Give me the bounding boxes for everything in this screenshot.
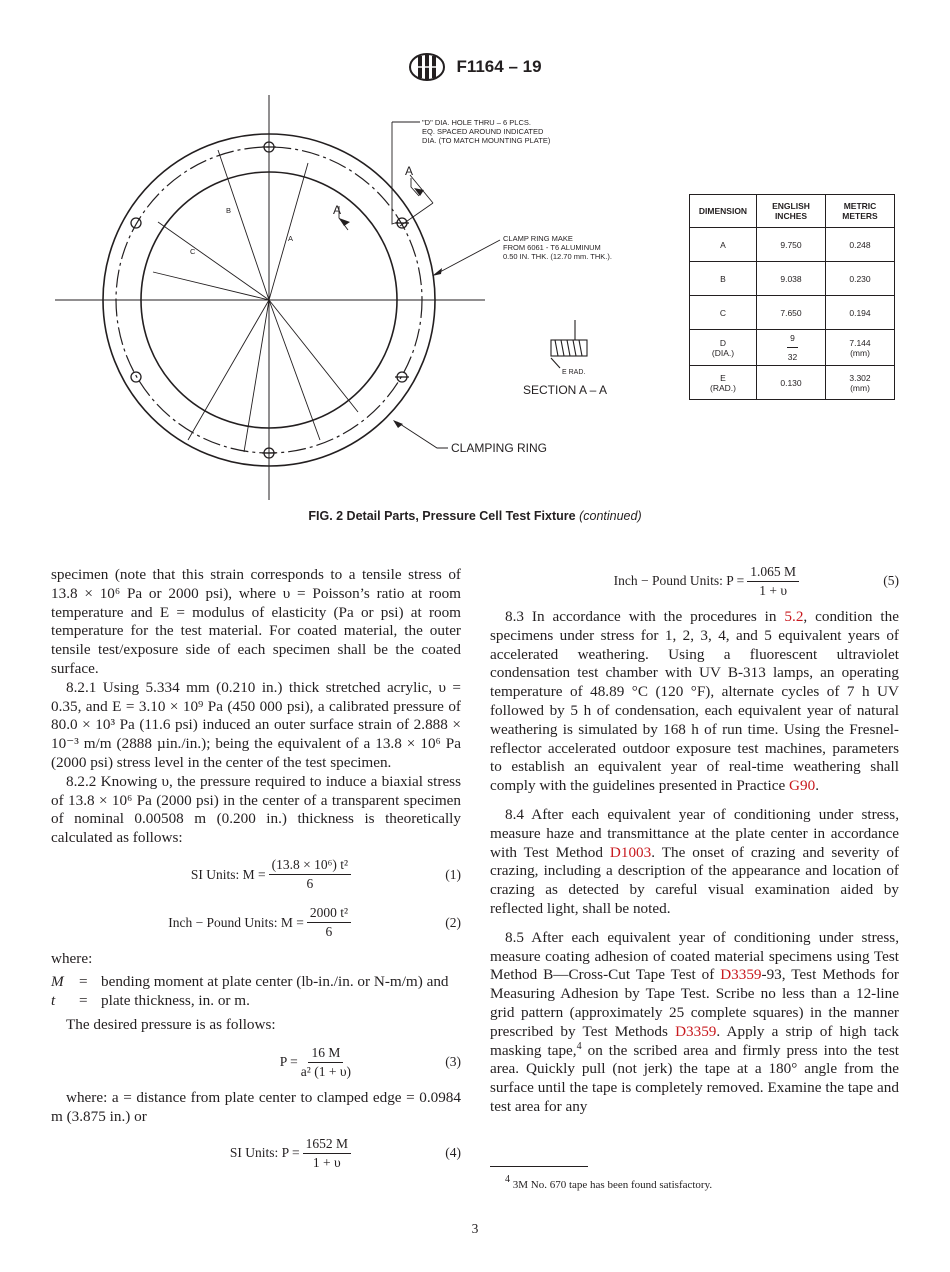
page-header [0,52,950,82]
equation-5: Inch − Pound Units: P = $\frac{1.065 M}{1 + \upsilon}$ (5) [490,560,899,602]
table-header: METRIC METERS [826,195,895,228]
clamp-note-line-3: 0.50 IN. THK. (12.70 mm. THK.). [503,252,612,261]
table-header: DIMENSION [690,195,757,228]
leader-lines [339,122,500,448]
equation-number: (3) [445,1053,461,1069]
clamp-note-line-1: CLAMP RING MAKE [503,234,573,243]
where-label: where: [51,949,93,967]
right-column [490,563,900,1117]
table-row: D (DIA.) $\frac{9}{32}$ 7.144 (mm) [690,330,895,366]
label-a: A [288,234,294,243]
section-marker-a-right: A [405,164,414,178]
caption-title: FIG. 2 Detail Parts, Pressure Cell Test Fixture [308,509,576,523]
hole-note-line-2: EQ. SPACED AROUND INDICATED [422,127,544,136]
hole-note-line-3: DIA. (TO MATCH MOUNTING PLATE) [422,136,551,145]
definition-item: t = plate thickness, in. or m. [51,991,250,1009]
table-row: B 9.038 0.230 [690,262,895,296]
leader-arrow-ring [393,420,403,428]
paragraph-8-2-1: 8.2.1 Using 5.334 mm (0.210 in.) thick stretched acrylic, υ = 0.35, and E = 3.10 × 10⁹ Pa (450 000 psi), a calibrated pressure of 80.0 × 10³ Pa (11.6 psi) induced an outer surface strain of 2.888 × 10⁻³ m/m (2888 µin./in.); being the equivalent of a 13.8 × 10⁶ Pa (2000 psi) stress level in the center of the test specimen. [51,678,461,771]
equation-number: (2) [445,914,461,930]
table-row: A 9.750 0.248 [690,228,895,262]
paragraph: where: a = distance from plate center to clamped edge = 0.0984 m (3.875 in.) or [51,1089,461,1125]
paragraph-8-4: 8.4 After each equivalent year of conditioning under stress, measure haze and transmittance at the plate center in accordance with Test Method D1003. The onset of crazing and severity of crazing, including a description of the appearance and location of crazing as detected by careful visual examination aided by reflected light, shall be noted. [490,805,900,917]
paragraph-8-2-2: 8.2.2 Knowing υ, the pressure required to induce a biaxial stress of 13.8 × 10⁶ Pa (2000 psi) in the center of a transparent specimen of nominal 0.00508 m (0.200 in.) thickness is theoretically calculated as follows: [51,772,461,847]
arrow-a-left [339,218,350,226]
clamp-note-line-2: FROM 6061 - T6 ALUMINUM [503,243,601,252]
paragraph-8-5: 8.5 After each equivalent year of conditioning under stress, measure coating adhesion of coated material specimens using Test Method B—Cross-Cut Tape Test of D3359-93, Test Methods for Measuring Adhesion by Tape Test. Scribe no less than a 12-line grid pattern (approximately 25 complete squares) in the manner prescribed by Test Methods D3359. Apply a strip of high tack masking tape,$^4$ on the scribed area and firmly press into the test area. Quickly pull (not jerk) the tape at a 180° angle from the surface until the tape is completely removed. Examine the tape and test area for any [490,928,899,1115]
paragraph: specimen (note that this strain corresponds to a tensile stress of 13.8 × 10⁶ Pa or 2000 psi), where υ = Poisson’s ratio at room temperature and E = modulus of elasticity (Pa or psi) at room temperature for the test material. For coated material, the outer tensile test/exposure side of each specimen shall be the coated surface. [51,566,461,677]
equation-number: (1) [445,866,461,882]
page-number: 3 [471,1221,479,1236]
fixture-drawing [40,90,660,505]
standard-link[interactable]: D3359 [720,966,762,984]
dimension-rays [153,150,358,452]
standard-link[interactable]: G90 [789,777,816,795]
table-header: ENGLISH INCHES [757,195,826,228]
label-e-rad: E RAD. [562,369,586,376]
footnote: 4 3M No. 670 tape has been found satisfactory. [505,1174,713,1191]
dimension-table [689,194,895,400]
figure-caption [0,509,950,523]
footnote-divider [490,1166,588,1167]
table-row: C 7.650 0.194 [690,296,895,330]
left-column [51,566,461,1181]
document-designation: F1164 – 19 [456,57,542,76]
table-row: E (RAD.) 0.130 3.302 (mm) [690,366,895,400]
equation-2: Inch − Pound Units: M = $\frac{\text{2000 t²}}{6}$ (2) [51,902,461,944]
section-detail [551,320,587,368]
hole-note-line-1: "D" DIA. HOLE THRU – 6 PLCS. [422,118,531,127]
standard-link[interactable]: D3359 [675,1022,717,1040]
astm-logo [408,52,446,82]
definition-item: M = bending moment at plate center (lb-in./in. or N-m/m) and [51,972,449,990]
label-c: C [190,247,196,256]
definition-list [51,973,461,1011]
section-label: SECTION A – A [523,383,608,397]
label-b: B [226,206,232,215]
equation-number: (4) [445,1145,461,1161]
paragraph-8-3: 8.3 In accordance with the procedures in 5.2, condition the specimens under stress for 1, 2, 3, 4, and 5 equivalent years of accelerated weathering. Using a fluorescent ultraviolet condensation test chamber with UV B-313 lamps, an operating temperature of 48.89 °C (120 °F), alternate cycles of 7 h UV followed by 5 h of condensation, each equivalent year of natural weathering is simulated by 168 h of run time. Using the Fresnel-reflector accelerated outdoor exposure test machines, parameters to establish an equivalent year of real-time weathering shall comply with the guidelines presented in Practice G90. [490,608,899,795]
standard-link[interactable]: D1003 [609,843,652,861]
equation-number: (5) [883,572,899,588]
paragraph: The desired pressure is as follows: [66,1016,276,1034]
clamping-ring-label: CLAMPING RING [451,441,548,455]
section-marker-a-left: A [333,203,342,217]
equation-4: SI Units: P = $\frac{1652 M}{1 + \upsilon}$ (4) [51,1133,461,1175]
equation-1: SI Units: M = $\frac{\text{(13.8 × 10⁶) t²}}{6}$ (1) [51,854,461,896]
caption-continued: (continued) [579,509,642,523]
footnote-reference[interactable]: 4 [576,1040,582,1052]
equation-3: P = $\frac{16 M}{\text{a² (1 + υ)}}$ (3) [51,1041,461,1083]
section-link[interactable]: 5.2 [784,608,804,625]
